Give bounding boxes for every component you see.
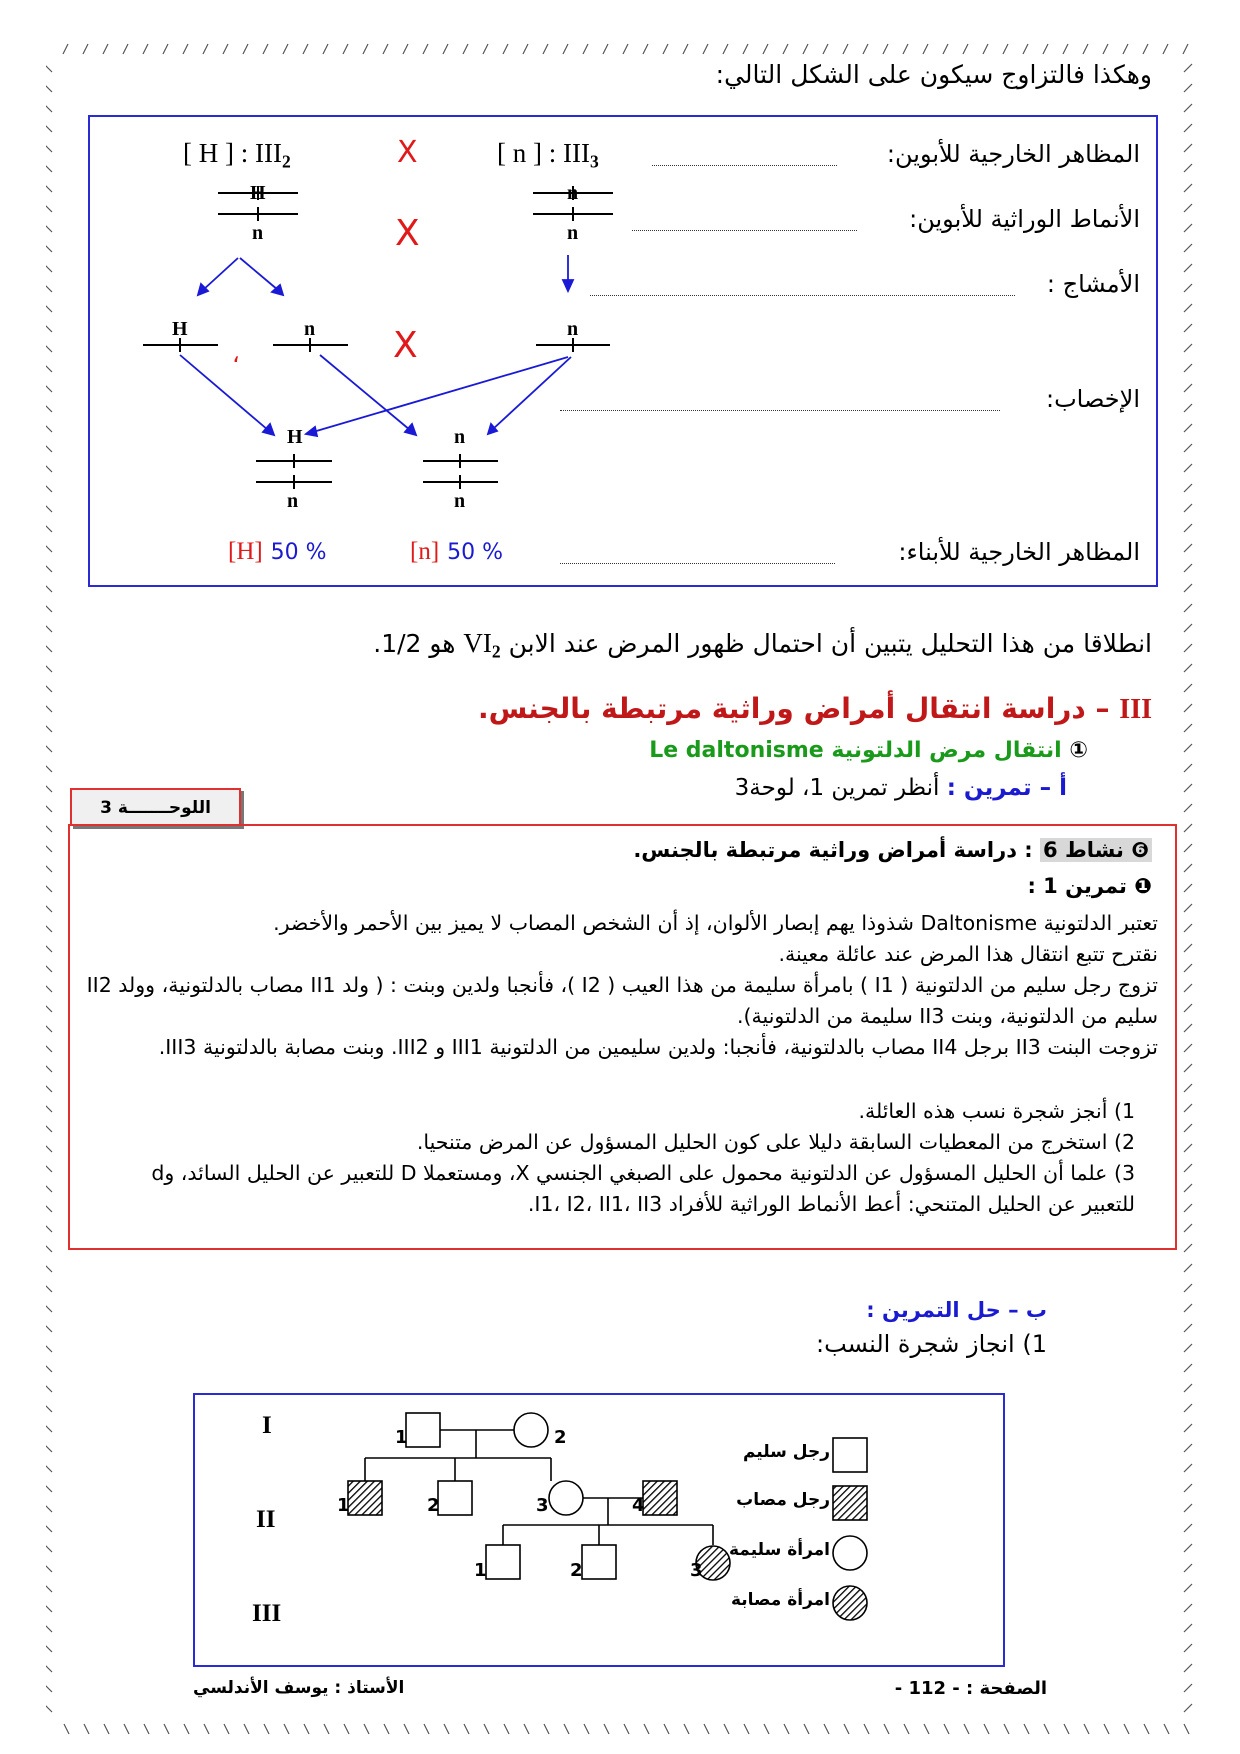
offspring-phenotype-2: [n] 50 % [410, 538, 504, 565]
generation-I: I [262, 1412, 272, 1439]
allele-label-n: n [567, 222, 579, 244]
pedigree-label-I2: 2 [554, 1427, 567, 1448]
row-label-fertilization: الإخصاب: [1046, 385, 1140, 413]
pedigree-label-III1: 1 [474, 1560, 487, 1581]
offspring1-allele-n: n [287, 490, 299, 512]
pedigree-III1-male [486, 1545, 520, 1579]
legend-female-affected: امرأة مصابة [730, 1590, 830, 1610]
activity-paragraph-3: تزوج رجل سليم من الدلتونية ( I1 ) بامرأة سليمة من هذا العيب ( I2 )، فأنجبا ولدين وبنت : ( ولد II1 مصاب بالدلتونية، وولد II2 سليم من الدلتونية، وبنت II3 سليمة من الدلتونية). [86, 973, 1158, 1028]
pedigree-III2-male [582, 1545, 616, 1579]
legend-female-healthy-symbol [833, 1536, 867, 1570]
pedigree-label-II2: 2 [427, 1495, 440, 1516]
allele-label-n: n [252, 222, 264, 244]
offspring2-allele-n: n [454, 426, 466, 448]
footer-author: الأستاذ : يوسف الأندلسي [193, 1678, 405, 1698]
legend-female-healthy: امرأة سليمة [728, 1540, 830, 1560]
pedigree-II1-male-affected [348, 1481, 382, 1515]
cross-diagram [88, 115, 1154, 583]
allele-label-n: n [567, 182, 579, 204]
question-3: 3) علما أن الحليل المسؤول عن الدلتونية محمول على الصبغي الجنسي X، ومستعملا D للتعبير عن الحليل السائد، وd للتعبير عن الحليل المتنحي: أعط الأنماط الوراثية للأفراد I1، I2، II1، II3. [151, 1161, 1135, 1216]
activity-paragraph-1: تعتبر الدلتونية Daltonisme شذوذا يهم إبصار الألوان، إذ أن الشخص المصاب لا يميز بين الأحمر والأخضر. [273, 911, 1158, 935]
legend-female-affected-symbol [833, 1586, 867, 1620]
exercise-title: ❶ تمرين 1 : [1027, 874, 1152, 898]
pedigree-I1-male [406, 1413, 440, 1447]
pedigree-II2-male [438, 1481, 472, 1515]
section-heading: III – دراسة انتقال أمراض وراثية مرتبطة بالجنس. [477, 692, 1152, 725]
offspring-phenotype-1: [H] 50 % [228, 538, 327, 565]
activity-title: ❻ نشاط 6 : دراسة أمراض وراثية مرتبطة بالجنس. [633, 838, 1152, 862]
question-2: 2) استخرج من المعطيات السابقة دليلا على كون الحليل المسؤول عن المرض متنحيا. [416, 1130, 1135, 1154]
activity-paragraph-4: تزوجت البنت II3 برجل II4 مصاب بالدلتونية، فأنجبا: ولدين سليمين من الدلتونية III1 و III2. وبنت مصابة بالدلتونية III3. [158, 1035, 1158, 1059]
pedigree-label-III3: 3 [690, 1560, 703, 1581]
pedigree-II4-male-affected [643, 1481, 677, 1515]
offspring1-allele-H: H [287, 426, 303, 448]
plate-tab: اللوحـــــــة 3 [70, 788, 241, 826]
gamete-separator: ، [232, 340, 240, 368]
pedigree-label-II3: 3 [536, 1495, 549, 1516]
pedigree-label-II4: 4 [632, 1495, 645, 1516]
solution-step-1: 1) انجاز شجرة النسب: [816, 1330, 1047, 1358]
offspring2-allele-n: n [454, 490, 466, 512]
gamete-allele-n: n [304, 318, 316, 340]
row-label-parent-phenotypes: المظاهر الخارجية للأبوين: [886, 140, 1140, 168]
legend-male-affected-symbol [833, 1486, 867, 1520]
legend-male-healthy: رجل سليم [742, 1442, 830, 1462]
generation-III: III [252, 1600, 282, 1627]
pedigree-I2-female [514, 1413, 548, 1447]
cross-symbol-2: X [395, 213, 420, 254]
row-label-offspring-phenotypes: المظاهر الخارجية للأبناء: [898, 538, 1140, 566]
cross-symbol-1: X [397, 135, 418, 170]
intro-line: وهكذا فالتزاوج سيكون على الشكل التالي: [715, 60, 1152, 89]
row-label-gametes: الأمشاج : [1046, 270, 1140, 298]
pedigree-tree [193, 1393, 1001, 1663]
exercise-reference: أ – تمرين : أنظر تمرين 1، لوحة3 [734, 775, 1067, 801]
parent-right-phenotype: [ n ] : III3 [497, 138, 599, 172]
pedigree-label-III2: 2 [570, 1560, 583, 1581]
cross-symbol-3: X [393, 325, 418, 366]
legend-male-affected: رجل مصاب [736, 1490, 830, 1510]
legend-male-healthy-symbol [833, 1438, 867, 1472]
gamete-allele-n: n [567, 318, 579, 340]
row-label-parent-genotypes: الأنماط الوراثية للأبوين: [909, 205, 1140, 233]
activity-paragraph-2: نقترح تتبع انتقال هذا المرض عند عائلة معينة. [778, 942, 1158, 966]
conclusion-line: انطلاقا من هذا التحليل يتبين أن احتمال ظهور المرض عند الابن VI2 هو 1/2. [373, 628, 1152, 662]
pedigree-label-II1: 1 [337, 1495, 350, 1516]
question-1: 1) أنجز شجرة نسب هذه العائلة. [858, 1099, 1135, 1123]
subsection-heading: ① انتقال مرض الدلتونية Le daltonisme [649, 738, 1088, 763]
pedigree-label-I1: 1 [395, 1427, 408, 1448]
footer-page-number: الصفحة : - 112 - [894, 1678, 1047, 1699]
solution-label: ب – حل التمرين : [866, 1298, 1047, 1322]
allele-label-H: H [250, 182, 266, 204]
gamete-allele-H: H [172, 318, 188, 340]
parent-left-phenotype: [ H ] : III2 [183, 138, 291, 172]
generation-II: II [256, 1506, 276, 1533]
pedigree-II3-female [549, 1481, 583, 1515]
